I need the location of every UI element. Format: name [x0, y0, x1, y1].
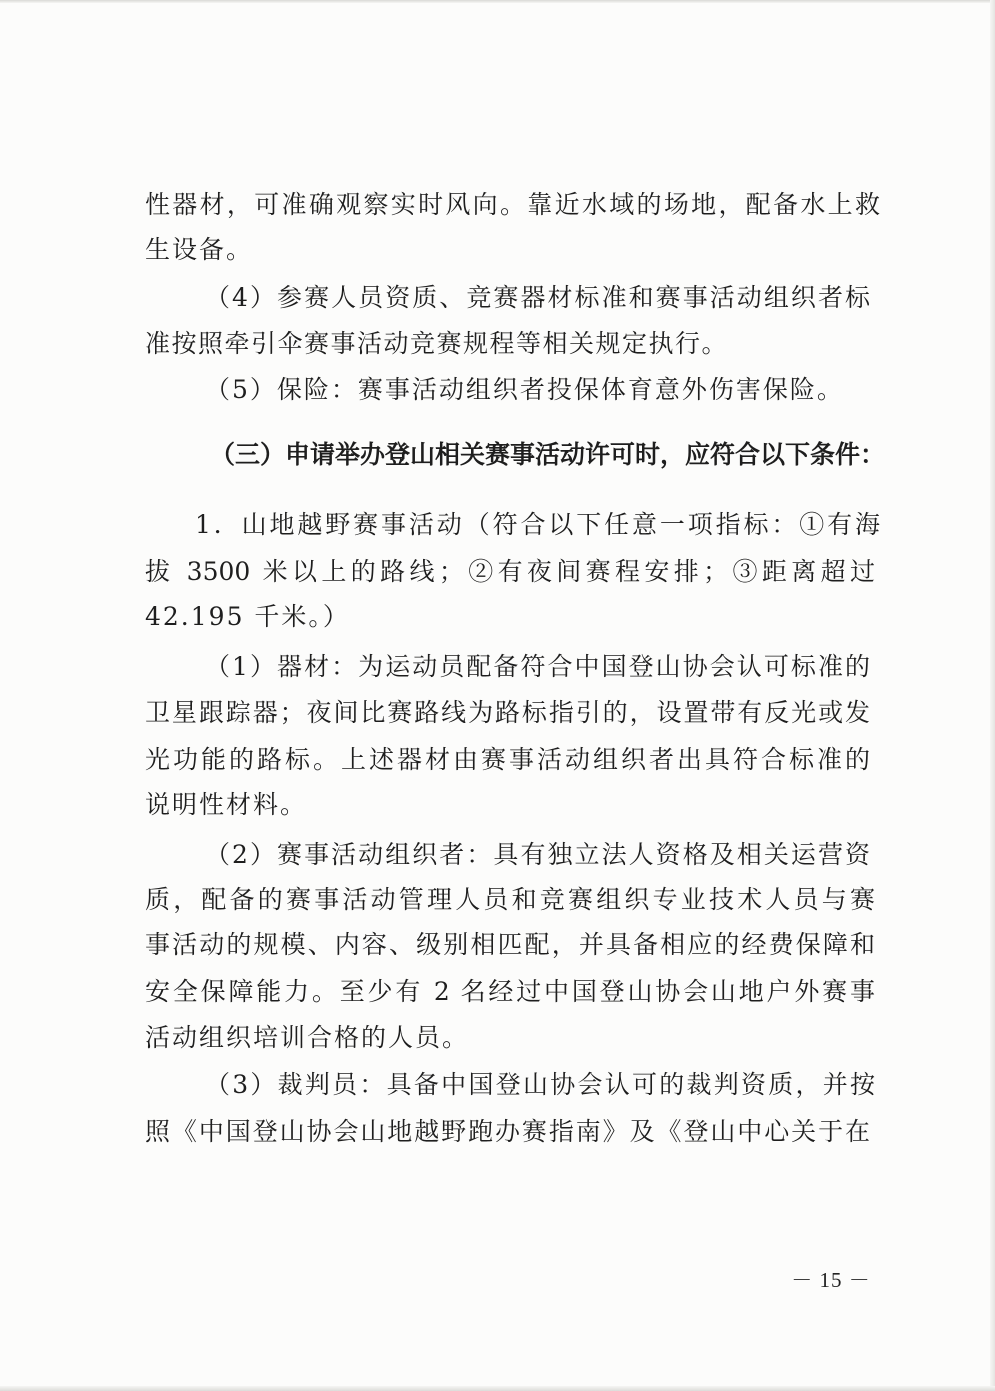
page-number: － 15 －	[791, 1268, 871, 1292]
text-line: 安全保障能力。至少有 2 名经过中国登山协会山地户外赛事	[145, 977, 875, 1006]
text-line: 生设备。	[145, 235, 254, 264]
text-line: （4）参赛人员资质、竞赛器材标准和赛事活动组织者标	[205, 283, 870, 312]
text-line: 1．山地越野赛事活动（符合以下任意一项指标：①有海	[195, 510, 880, 539]
scan-edge-right	[990, 0, 995, 1391]
text-line: 事活动的规模、内容、级别相匹配，并具备相应的经费保障和	[145, 930, 875, 959]
scan-edge-bottom	[0, 1386, 995, 1391]
text-line: 说明性材料。	[145, 790, 308, 819]
section-heading: （三）申请举办登山相关赛事活动许可时，应符合以下条件：	[210, 440, 886, 469]
text-line: 照《中国登山协会山地越野跑办赛指南》及《登山中心关于在	[145, 1117, 870, 1146]
text-line: 卫星跟踪器；夜间比赛路线为路标指引的，设置带有反光或发	[145, 698, 870, 727]
text-line: 活动组织培训合格的人员。	[145, 1023, 470, 1052]
text-line: 质，配备的赛事活动管理人员和竞赛组织专业技术人员与赛	[145, 885, 875, 914]
text-line: 准按照牵引伞赛事活动竞赛规程等相关规定执行。	[145, 329, 729, 358]
text-line: 42.195 千米。）	[145, 602, 350, 631]
text-line: （3）裁判员：具备中国登山协会认可的裁判资质，并按	[205, 1070, 875, 1099]
text-line: （1）器材：为运动员配备符合中国登山协会认可标准的	[205, 652, 870, 681]
text-line: 光功能的路标。上述器材由赛事活动组织者出具符合标准的	[145, 745, 870, 774]
text-line: 拔 3500 米以上的路线；②有夜间赛程安排；③距离超过	[145, 557, 875, 586]
text-line: 性器材，可准确观察实时风向。靠近水域的场地，配备水上救	[145, 190, 880, 219]
text-line: （5）保险：赛事活动组织者投保体育意外伤害保险。	[205, 375, 844, 404]
scan-edge-top	[0, 0, 995, 3]
text-line: （2）赛事活动组织者：具有独立法人资格及相关运营资	[205, 840, 870, 869]
